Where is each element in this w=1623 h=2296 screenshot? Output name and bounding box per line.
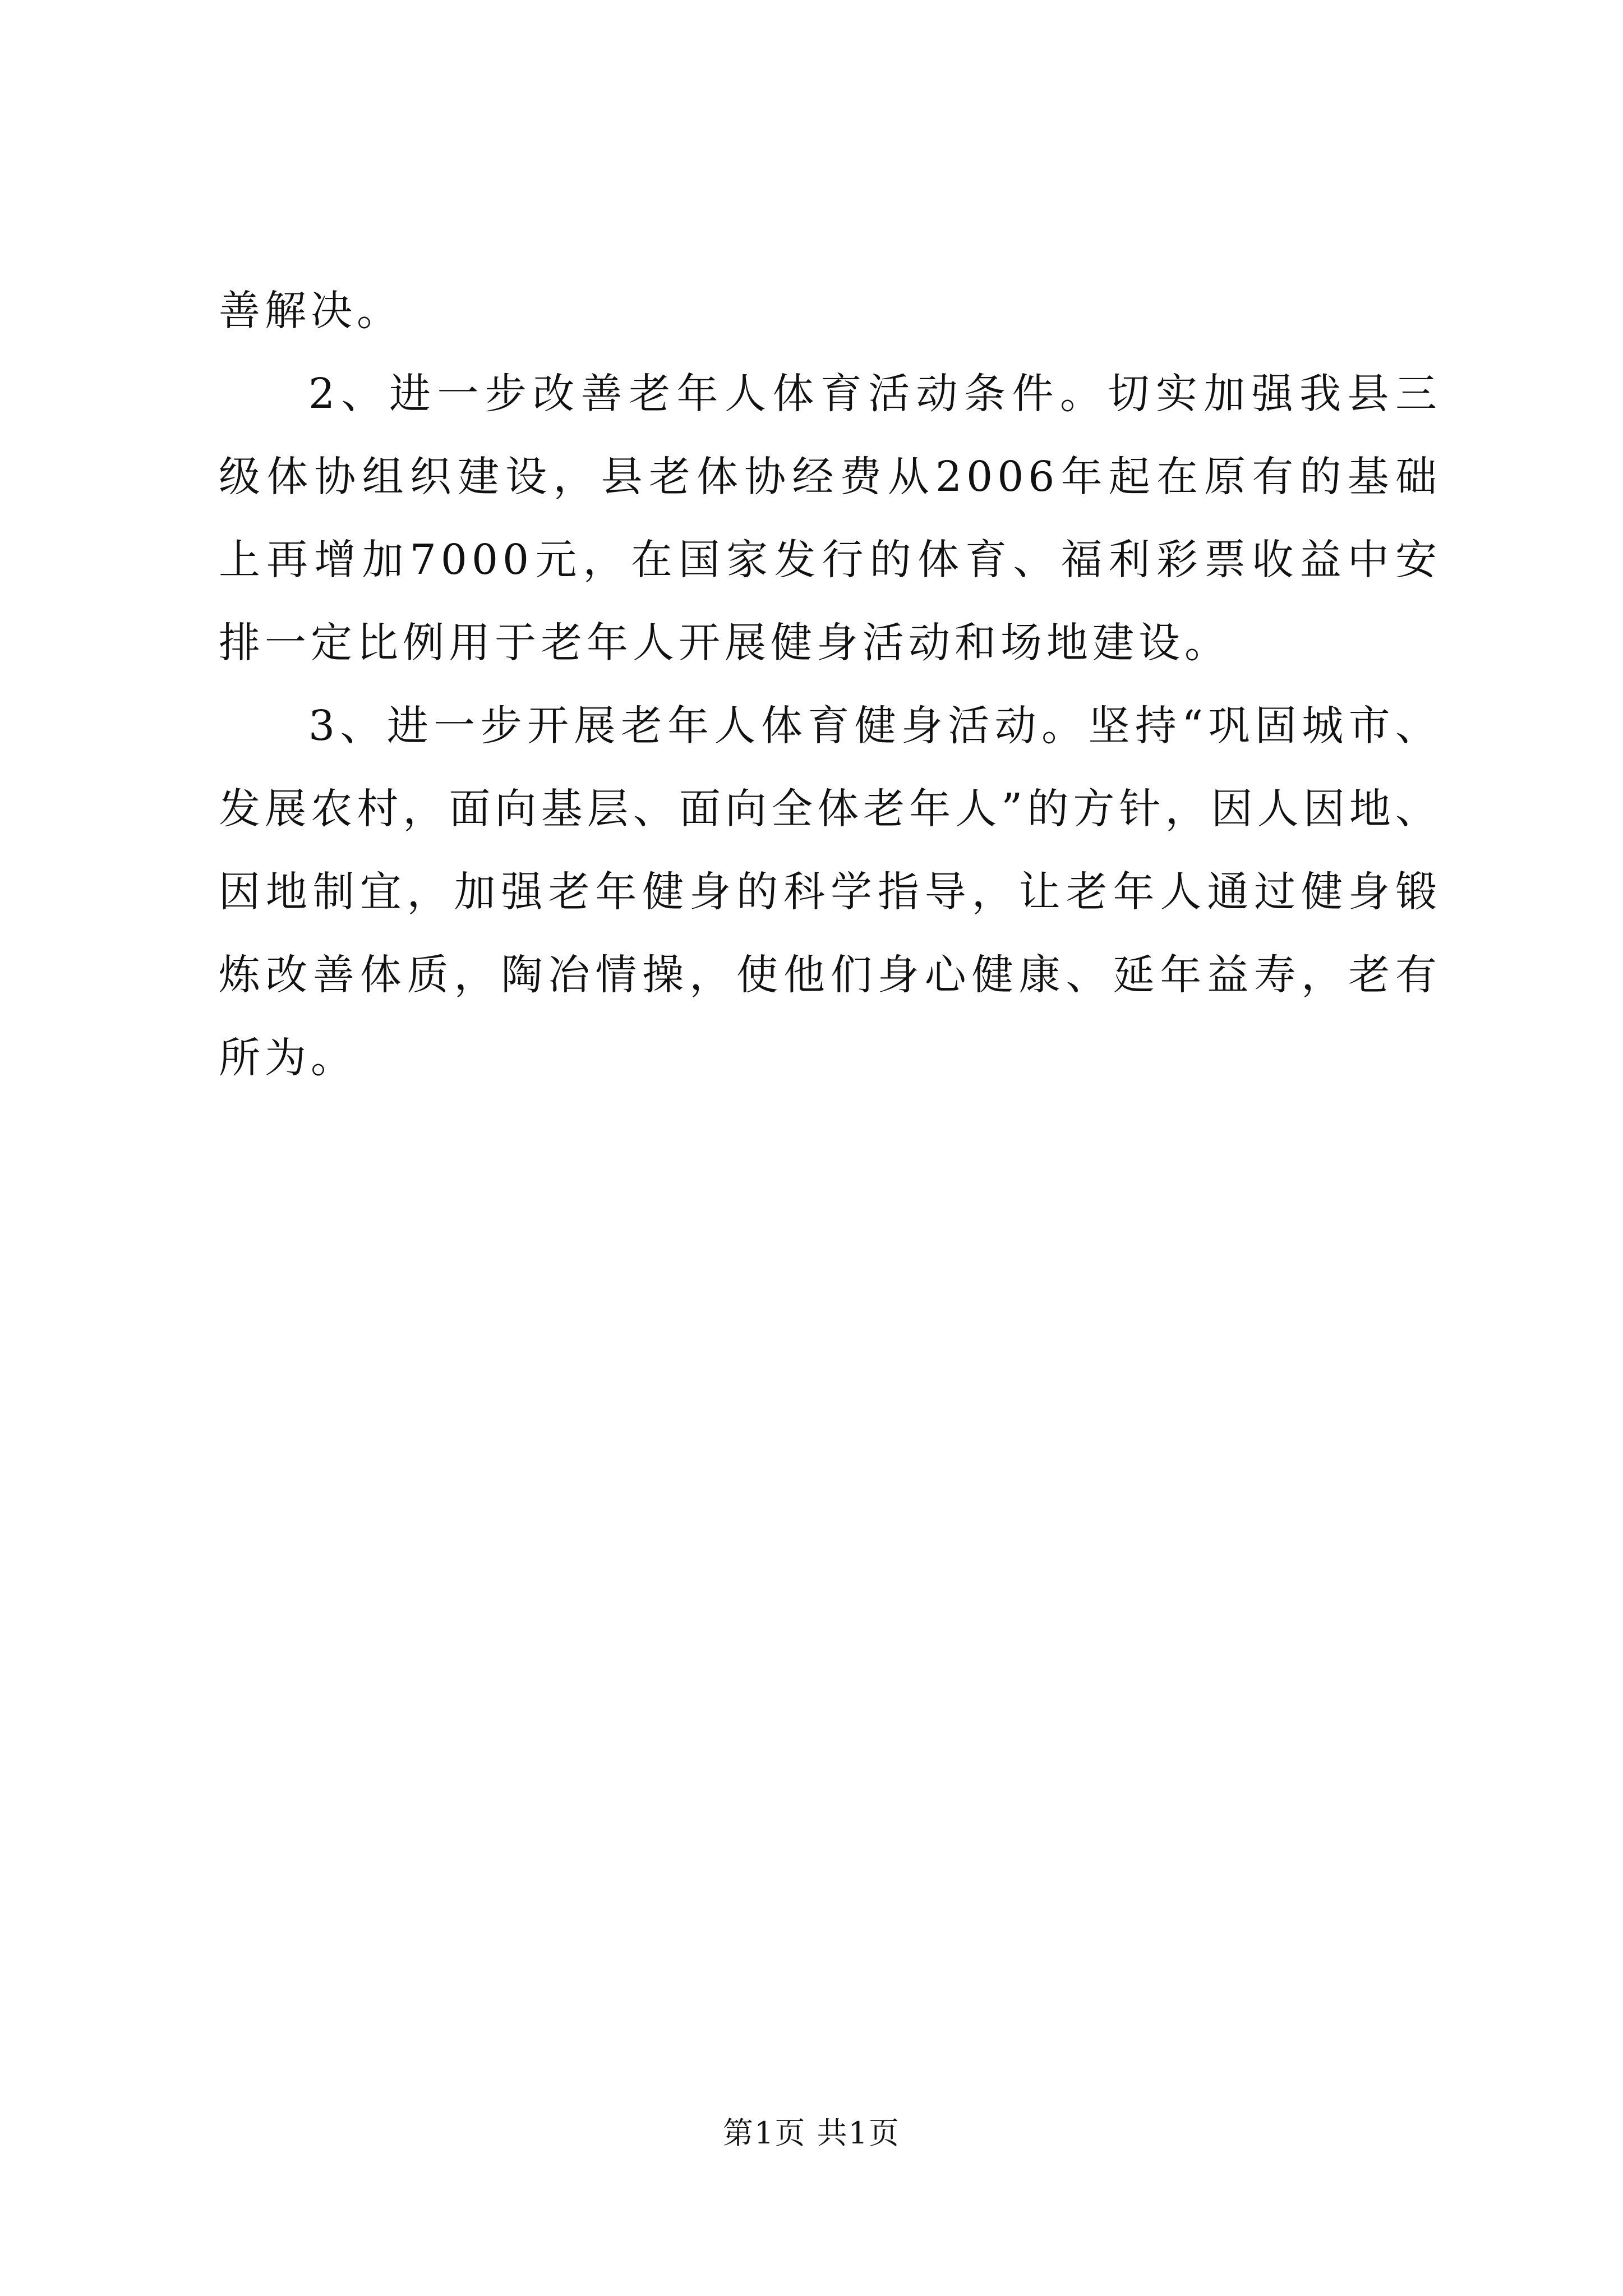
paragraph-continuation: 善解决。 (219, 287, 403, 335)
document-body (219, 269, 1441, 1099)
paragraph-item-3: 3、进一步开展老年人体育健身活动。坚持“巩固城市、发展农村，面向基层、面向全体老年人”的方针，因人因地、因地制宜，加强老年健身的科学指导，让老年人通过健身锻炼改善体质，陶冶情操，使他们身心健康、延年益寿，老有所为。 (219, 702, 1441, 1082)
paragraph-item-2: 2、进一步改善老年人体育活动条件。切实加强我县三级体协组织建设，县老体协经费从2006年起在原有的基础上再增加7000元，在国家发行的体育、福利彩票收益中安排一定比例用于老年人开展健身活动和场地建设。 (219, 370, 1441, 667)
page-footer: 第1页 共1页 (723, 2115, 900, 2151)
